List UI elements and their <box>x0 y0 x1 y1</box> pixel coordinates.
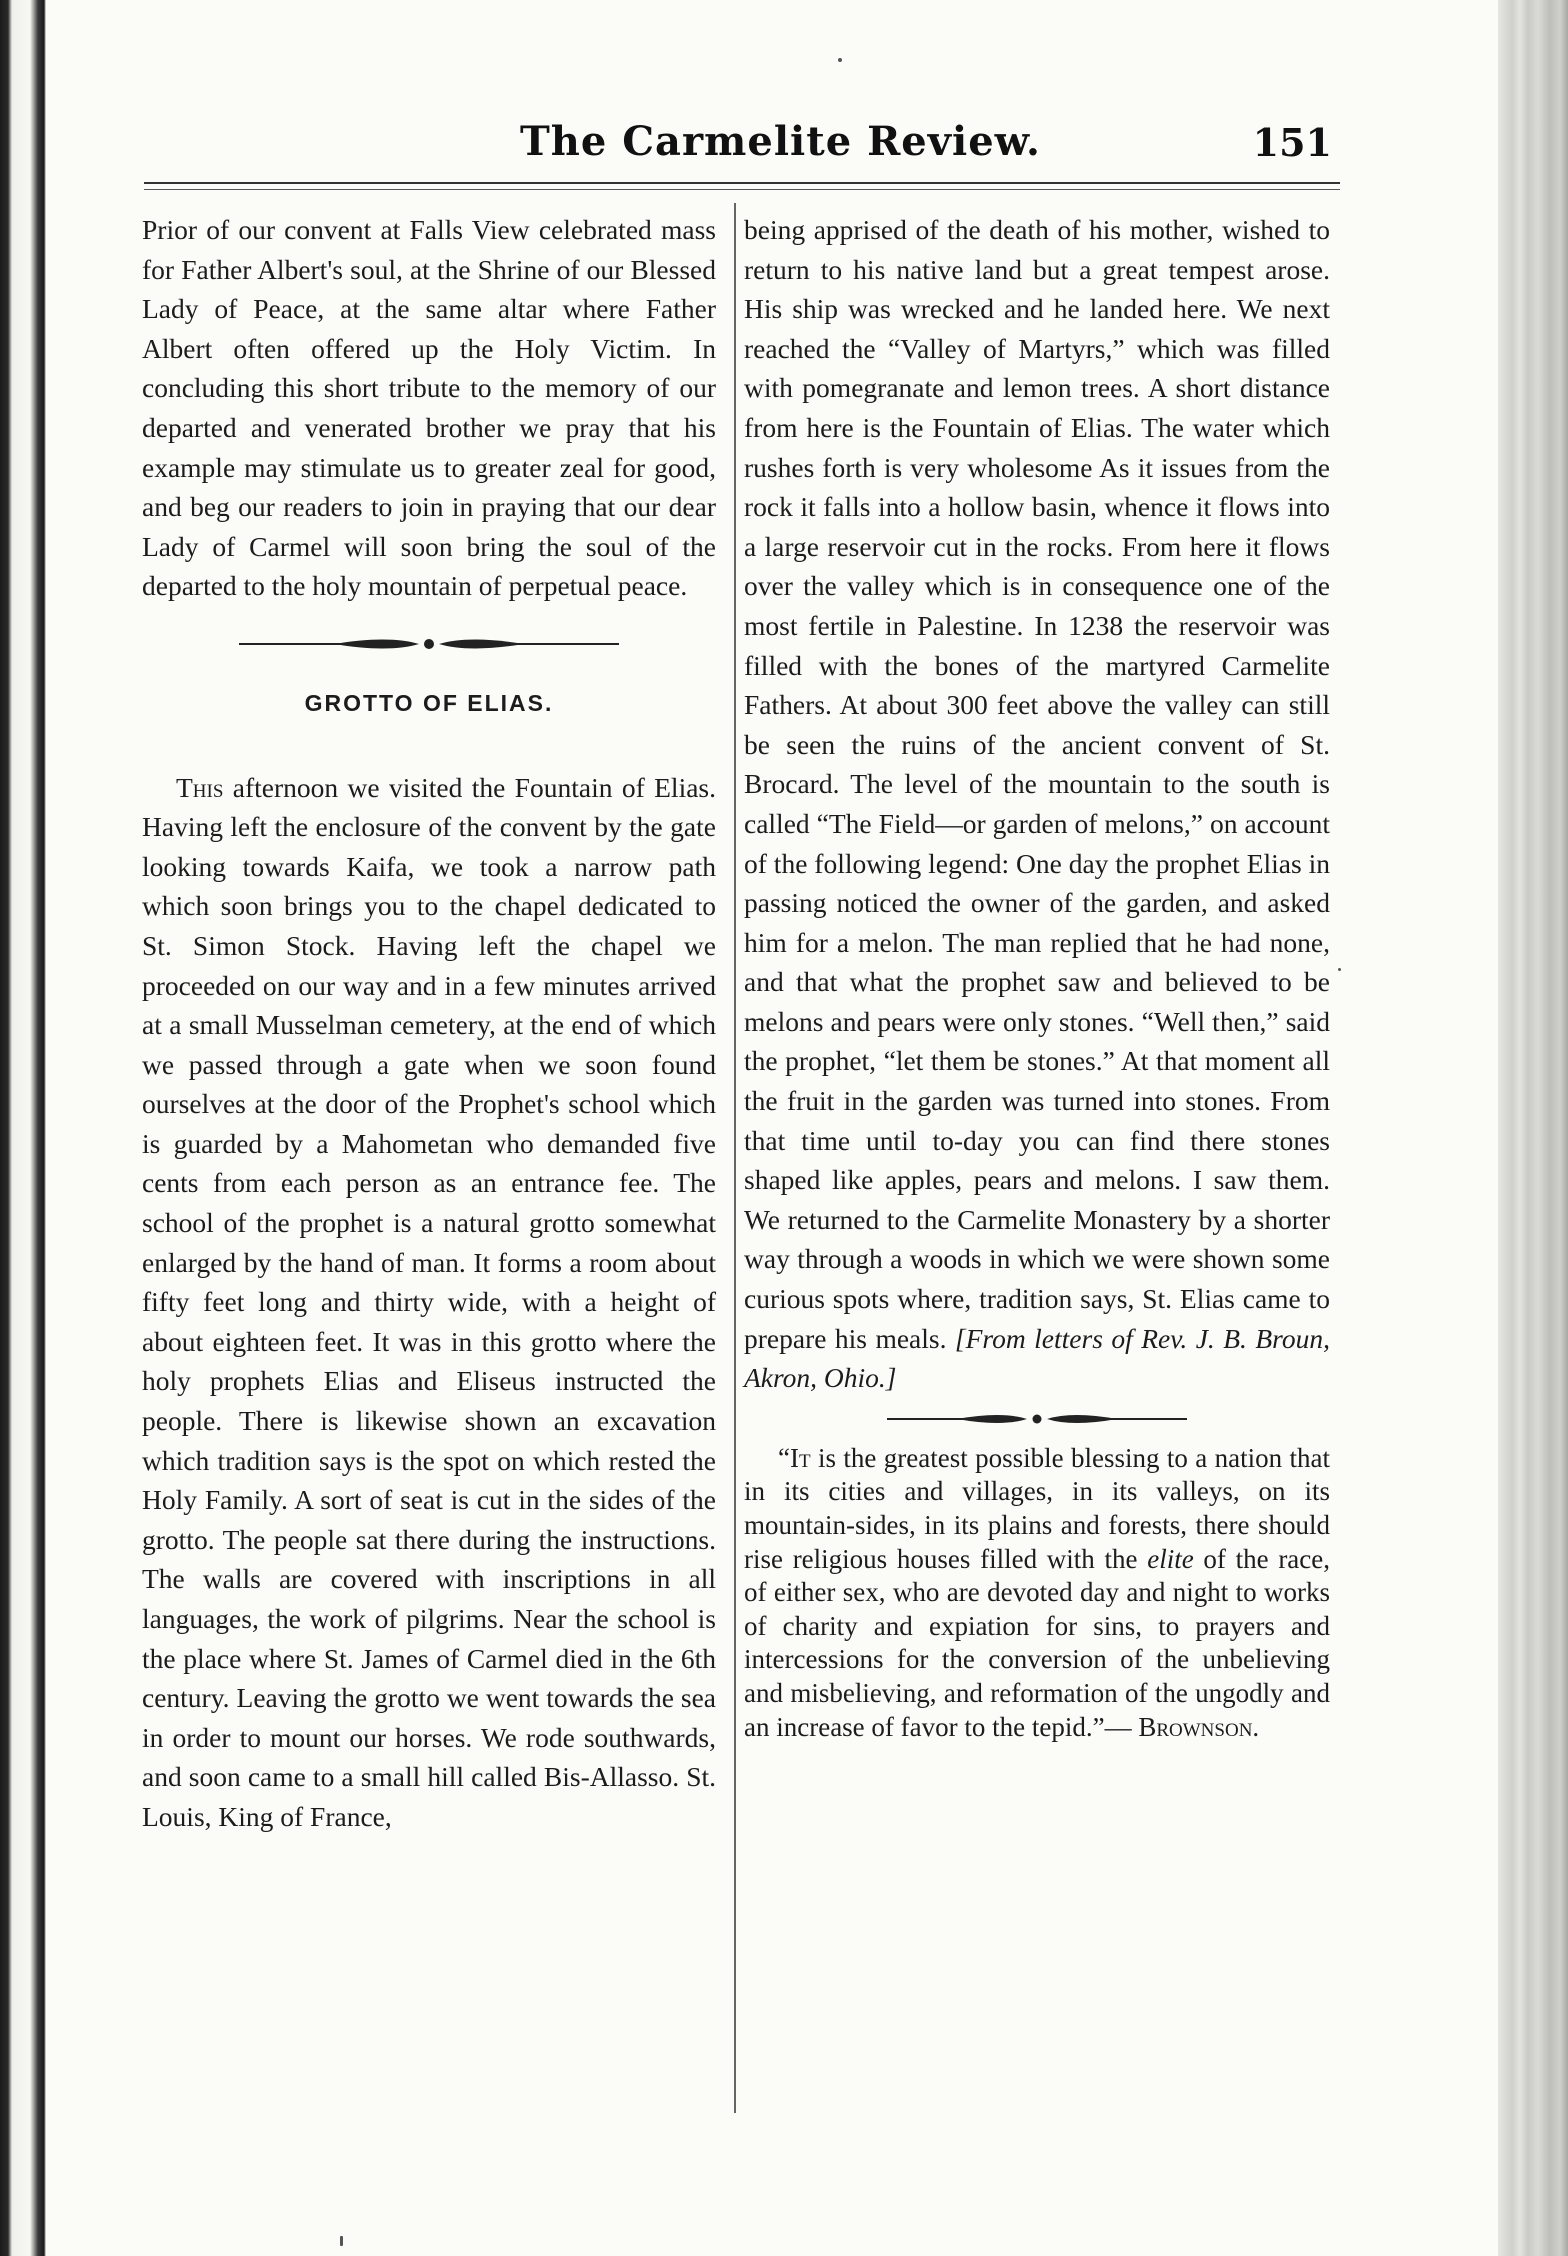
right-column <box>744 210 1330 1744</box>
section-heading: GROTTO OF ELIAS. <box>304 689 554 716</box>
source-note: [From letters of Rev. J. B. Broun, Akron, Ohio.] <box>744 1322 1330 1394</box>
article-continuation <box>744 210 1330 1398</box>
article-text: afternoon we visited the Fountain of Elias. Having left the enclosure of the convent by the gate looking towards Kaifa, we took a narrow path which soon brings you to the chapel dedicated to St. Simon Stock. Having left the chapel we proceeded on our way and in a few minutes arrived at a small Musselman cemetery, at the end of which we passed through a gate when we soon found ourselves at the door of the Prophet's school which is guarded by a Mahometan who demanded five cents from each person as an entrance fee. The school of the prophet is a natural grotto somewhat enlarged by the hand of man. It forms a room about fifty feet long and thirty wide, with a height of about eighteen feet. It was in this grotto where the holy prophets Elias and Eliseus instructed the people. There is likewise shown an excavation which tradition says is the spot on which rested the Holy Family. A sort of seat is cut in the sides of the grotto. The people sat there during the instructions. The walls are covered with inscriptions in all languages, the work of pilgrims. Near the school is the place where St. James of Carmel died in the 6th century. Leaving the grotto we went towards the sea in order to mount our horses. We rode southwards, and soon came to a small hill called Bis-Allasso. St. Louis, King of France, <box>142 771 716 1832</box>
paper-speck <box>838 58 842 62</box>
book-binding-left-edge <box>0 0 46 2256</box>
page-number: 151 <box>1252 120 1332 165</box>
left-column <box>142 210 716 1837</box>
article-continued-text: being apprised of the death of his mother, wished to return to his native land but a great tempest arose. His ship was wrecked and he landed here. We next reached the “Valley of Martyrs,” which was filled with pomegranate and lemon trees. A short distance from here is the Fountain of Elias. The water which rushes forth is very wholesome As it issues from the rock it falls into a hollow basin, whence it flows into a large reservoir cut in the rocks. From here it flows over the valley which is in consequence one of the most fertile in Palestine. In 1238 the reservoir was filled with the bones of the martyred Carmelite Fathers. At about 300 feet above the valley can still be seen the ruins of the ancient convent of St. Brocard. The level of the mountain to the south is called “The Field—or garden of melons,” on account of the following legend: One day the prophet Elias in passing noticed the owner of the garden, and asked him for a melon. The man replied that he had none, and that what the prophet saw and believed to be melons and pears were only stones. “Well then,” said the prophet, “let them be stones.” At that moment all the fruit in the garden was turned into stones. From that time until to-day you can find there stones shaped like apples, pears and melons. I saw them. We returned to the Carmelite Monastery by a shorter way through a woods in which we were shown some curious spots where, tradition says, St. Elias came to prepare his meals. <box>744 214 1330 1354</box>
journal-title: The Carmelite Review. <box>520 118 1041 165</box>
obituary-conclusion: Prior of our convent at Falls View celebrated mass for Father Albert's soul, at the Shrine of our Blessed Lady of Peace, at the same altar where Father Albert often offered up the Holy Victim. In concluding this short tribute to the memory of our departed and venerated brother we pray that his example may stimulate us to greater zeal for good, and beg our readers to join in praying that our dear Lady of Carmel will soon bring the soul of the departed to the holy mountain of perpetual peace. <box>142 214 716 602</box>
article-body <box>142 768 716 1837</box>
quote-ornament-divider <box>887 1408 1187 1430</box>
quote-text-part-1: is the greatest possible blessing to a nation that in its cities and villages, in its valleys, on its mountain-sides, in its plains and forests, there should rise religious houses filled with the <box>744 1442 1330 1574</box>
paper-speck <box>340 2236 343 2246</box>
quote-attribution: Brownson. <box>1138 1711 1260 1742</box>
paper-speck <box>1338 968 1341 971</box>
section-ornament-divider <box>239 632 619 656</box>
quote-open-mark: “ <box>778 1442 790 1473</box>
article-lead-word: This <box>176 771 224 803</box>
book-page-edges-right <box>1498 0 1568 2256</box>
quote-text-part-2: of the race, of either sex, who are devoted day and night to works of charity and expiation for sins, to prayers and intercessions for the conversion of the unbelieving and misbelieving, and reformation of the ungodly and an increase of favor to the tepid.”— <box>744 1543 1331 1742</box>
header-rule <box>144 182 1340 190</box>
quote-lead-word: It <box>789 1442 811 1473</box>
quote-italic-word: elite <box>1147 1543 1194 1574</box>
brownson-quote <box>744 1442 1330 1744</box>
running-header <box>140 118 1340 178</box>
column-divider <box>734 203 736 2113</box>
